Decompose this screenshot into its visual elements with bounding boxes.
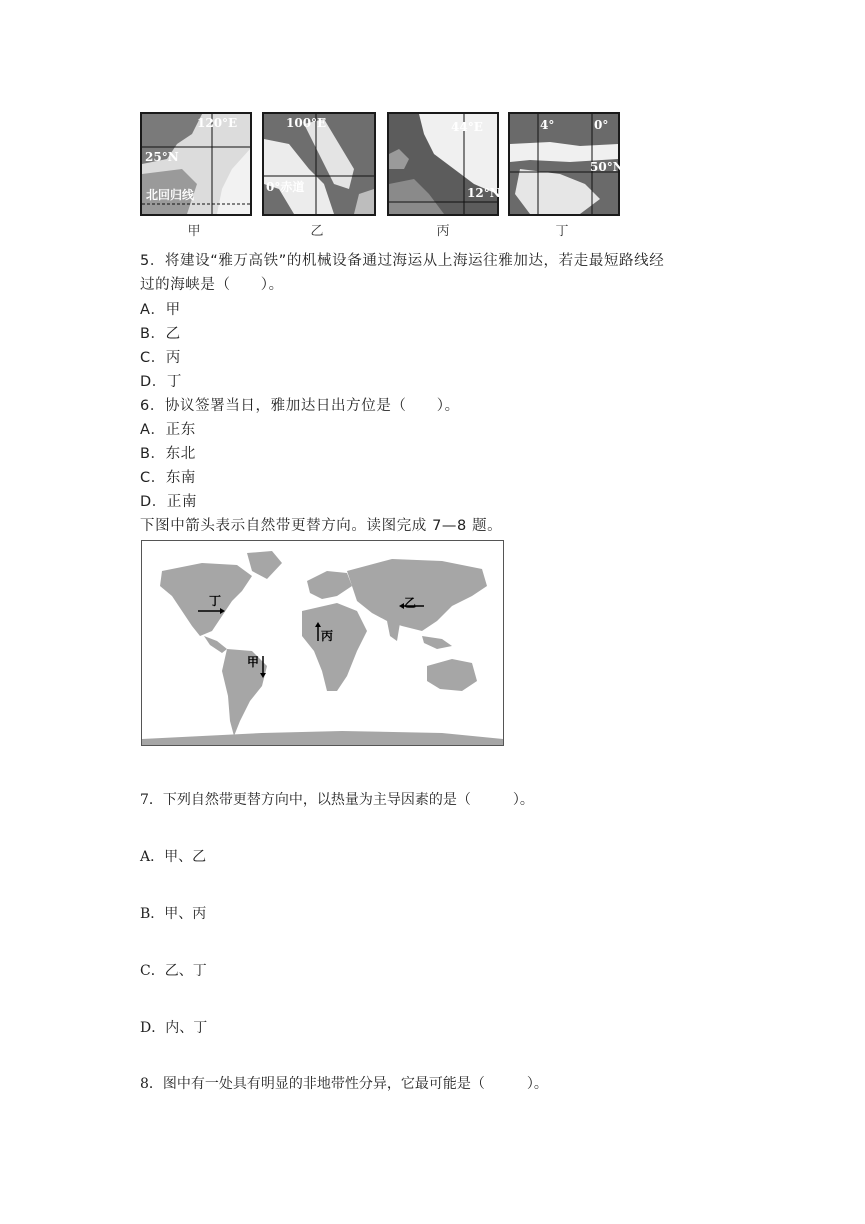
q7-option-c[interactable]: C．乙、丁	[140, 963, 207, 979]
arrow-label-bing: 丙	[321, 629, 334, 643]
strait-map-caption: 甲	[187, 224, 201, 239]
q5-option-b[interactable]: B．乙	[140, 326, 181, 342]
q6-option-a[interactable]: A．正东	[140, 422, 196, 438]
q5-stem-line2: 过的海峡是（ ）。	[140, 277, 284, 293]
strait-map-caption: 丁	[555, 224, 569, 239]
map-label: 0°	[594, 118, 609, 132]
q6-option-d[interactable]: D．正南	[140, 494, 198, 510]
strait-map-bing	[387, 112, 499, 216]
q7-option-d[interactable]: D．内、丁	[140, 1020, 208, 1036]
arrow-label-jia: 甲	[247, 655, 260, 669]
q6-stem: 6．协议签署当日，雅加达日出方位是（ ）。	[140, 398, 460, 414]
q6-option-b[interactable]: B．东北	[140, 446, 196, 462]
map-label: 100°E	[286, 116, 327, 130]
map-label: 0°赤道	[266, 180, 305, 194]
q5-option-d[interactable]: D．丁	[140, 374, 182, 390]
world-map	[141, 540, 504, 746]
q7-option-b[interactable]: B．甲、丙	[140, 906, 207, 922]
map-label: 12°N	[467, 186, 501, 200]
q5-option-c[interactable]: C．丙	[140, 350, 181, 366]
arrow-label-yi: 乙	[404, 596, 417, 610]
map-label: 50°N	[590, 160, 624, 174]
map-label: 4°	[540, 118, 555, 132]
arrow-label-ding: 丁	[209, 594, 222, 608]
strait-map-ding	[508, 112, 624, 216]
q5-stem-line1: 5．将建设“雅万高铁”的机械设备通过海运从上海运往雅加达，若走最短路线经	[140, 253, 665, 269]
q7-8-intro: 下图中箭头表示自然带更替方向。读图完成 7—8 题。	[140, 518, 503, 534]
map-label: 25°N	[145, 150, 179, 164]
map-label: 44°E	[451, 120, 483, 134]
strait-map-jia	[140, 112, 252, 216]
q5-option-a[interactable]: A．甲	[140, 302, 181, 318]
strait-map-yi	[262, 112, 376, 216]
map-label: 120°E	[197, 116, 238, 130]
q8-stem: 8．图中有一处具有明显的非地带性分异，它最可能是（ ）。	[140, 1076, 548, 1092]
map-label: 北回归线	[146, 188, 195, 202]
strait-map-caption: 丙	[436, 224, 450, 239]
q6-option-c[interactable]: C．东南	[140, 470, 197, 486]
strait-map-caption: 乙	[310, 224, 324, 239]
q7-option-a[interactable]: A．甲、乙	[140, 849, 207, 865]
q7-stem: 7．下列自然带更替方向中，以热量为主导因素的是（ ）。	[140, 792, 534, 808]
strait-maps-row	[140, 112, 624, 239]
